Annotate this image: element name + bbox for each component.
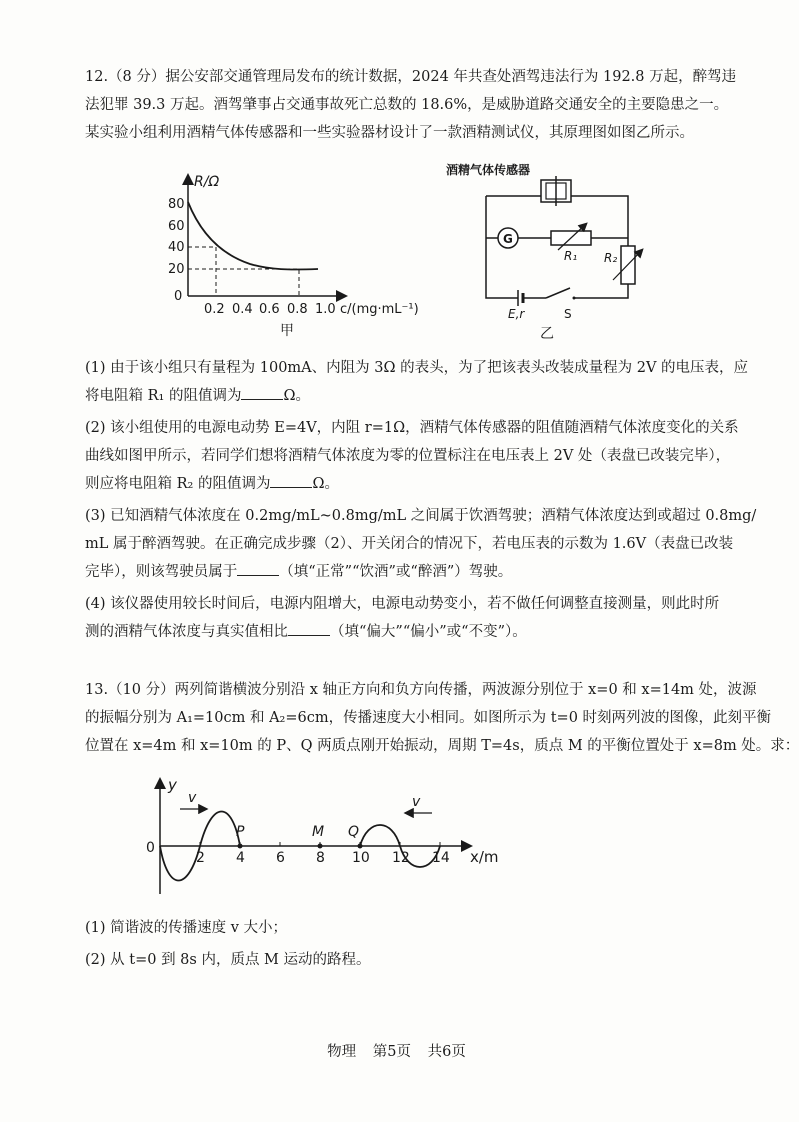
wave-origin: 0 — [146, 840, 155, 856]
q12-sub1-line: 将电阻箱 R₁ 的阻值调为 Ω。 — [85, 382, 757, 410]
x-axis-label: c/(mg·mL⁻¹) — [340, 302, 419, 317]
answer-blank-1[interactable] — [241, 385, 283, 400]
footer-subject: 物理 — [327, 1044, 357, 1060]
q13-intro — [85, 676, 799, 760]
q13-intro-line: 位置在 x=4m 和 x=10m 的 P、Q 两质点刚开始振动，周期 T=4s，质点 M 的平衡位置处于 x=8m 处。求： — [85, 738, 799, 754]
q12-sub1-line: (1) 由于该小组只有量程为 100mA、内阻为 3Ω 的表头，为了把该表头改装成量程为 2V 的电压表，应 — [85, 360, 749, 376]
switch-contact — [573, 297, 576, 300]
q12-sub4 — [85, 590, 757, 646]
wave-y-label: y — [168, 776, 177, 794]
y-tick: 80 — [168, 197, 185, 212]
page-footer — [0, 1040, 793, 1061]
wave-figure — [140, 776, 520, 898]
wire-bottom-right — [574, 284, 628, 298]
velocity-right-label: v — [412, 794, 421, 810]
switch-blade — [546, 288, 570, 298]
wave-x-tick: 6 — [276, 850, 285, 866]
source-label: E,r — [508, 307, 525, 321]
q12-sub3-line: mL 属于醉酒驾驶。在正确完成步骤（2）、开关闭合的情况下，若电压表的示数为 1.6V（表盘已改装 — [85, 536, 734, 552]
wave-x-tick: 12 — [392, 850, 410, 866]
wave-x-tick: 8 — [316, 850, 325, 866]
y-tick: 20 — [168, 262, 185, 277]
galvanometer-label: G — [503, 232, 513, 246]
y-tick: 0 — [174, 289, 183, 304]
figure-caption-jia: 甲 — [280, 323, 294, 339]
q12-sub3 — [85, 502, 757, 586]
q12-intro-line: 某实验小组利用酒精气体传感器和一些实验器材设计了一款酒精测试仪，其原理图如图乙所示。 — [85, 125, 694, 141]
velocity-left-label: v — [188, 790, 197, 806]
answer-blank-4[interactable] — [288, 621, 330, 636]
switch-label: S — [564, 307, 572, 321]
q12-sub1 — [85, 354, 757, 410]
y-axis-label: R/Ω — [194, 174, 220, 190]
q12-sub3-line: (3) 已知酒精气体浓度在 0.2mg/mL~0.8mg/mL 之间属于饮酒驾驶；酒精气体浓度达到或超过 0.8mg/ — [85, 508, 757, 524]
footer-total: 共6页 — [427, 1044, 466, 1060]
figure-caption-yi: 乙 — [540, 326, 554, 342]
y-tick: 40 — [168, 240, 185, 255]
dashed-guide-20 — [188, 269, 299, 296]
q13-subquestions — [85, 914, 757, 974]
q13-intro-line: 的振幅分别为 A₁=10cm 和 A₂=6cm，传播速度大小相同。如图所示为 t=0 时刻两列波的图像，此刻平衡 — [85, 710, 772, 726]
q13-intro-line: 13.（10 分）两列简谐横波分别沿 x 轴正方向和负方向传播，两波源分别位于 x=0 和 x=14m 处，波源 — [85, 682, 757, 698]
footer-page: 第5页 — [372, 1044, 411, 1060]
wave-x-tick: 14 — [432, 850, 450, 866]
answer-blank-3[interactable] — [237, 561, 279, 576]
q12-intro-line: 12.（8 分）据公安部交通管理局发布的统计数据，2024 年共查处酒驾违法行为 192.8 万起，醉驾违 — [85, 69, 737, 85]
r2-label: R₂ — [604, 251, 618, 265]
wave-x-tick: 2 — [196, 850, 205, 866]
q13-sub1: (1) 简谐波的传播速度 v 大小； — [85, 920, 288, 936]
dashed-guide-40 — [188, 247, 216, 296]
q12-intro-line: 法犯罪 39.3 万起。酒驾肇事占交通事故死亡总数的 18.6%，是威胁道路交通安全的主要隐患之一。 — [85, 97, 729, 113]
x-tick: 1.0 — [315, 302, 336, 317]
x-tick: 0.4 — [232, 302, 253, 317]
q12-intro — [85, 63, 757, 147]
x-tick: 0.8 — [287, 302, 308, 317]
figure-yi-circuit — [446, 158, 658, 343]
figure-jia-graph — [160, 170, 460, 340]
q12-sub4-line: 测的酒精气体浓度与真实值相比 （填“偏大”“偏小”或“不变”）。 — [85, 618, 757, 646]
sensor-symbol — [541, 176, 571, 206]
wave-x-label: x/m — [470, 848, 499, 866]
q12-sub2-line: 曲线如图甲所示，若同学们想将酒精气体浓度为零的位置标注在电压表上 2V 处（表盘已改装完毕）， — [85, 448, 731, 464]
r-c-curve — [188, 202, 318, 269]
q12-sub4-line: (4) 该仪器使用较长时间后，电源内阻增大，电源电动势变小，若不做任何调整直接测量，则此时所 — [85, 596, 720, 612]
wave-x-tick: 4 — [236, 850, 245, 866]
sensor-label: 酒精气体传感器 — [446, 163, 531, 177]
q12-sub2-line: 则应将电阻箱 R₂ 的阻值调为 Ω。 — [85, 470, 757, 498]
x-tick: 0.2 — [204, 302, 225, 317]
answer-blank-2[interactable] — [270, 473, 312, 488]
wave-x-tick: 10 — [352, 850, 370, 866]
q12-sub2 — [85, 414, 757, 498]
r1-label: R₁ — [564, 249, 578, 263]
y-tick: 60 — [168, 219, 185, 234]
point-q-label: Q — [348, 824, 360, 840]
q13-sub2: (2) 从 t=0 到 8s 内，质点 M 运动的路程。 — [85, 952, 371, 968]
q12-sub2-line: (2) 该小组使用的电源电动势 E=4V，内阻 r=1Ω，酒精气体传感器的阻值随酒精气体浓度变化的关系 — [85, 420, 739, 436]
point-m-label: M — [312, 824, 325, 840]
q12-sub3-line: 完毕），则该驾驶员属于 （填“正常”“饮酒”或“醉酒”）驾驶。 — [85, 558, 757, 586]
point-p-label: P — [236, 824, 245, 840]
x-tick: 0.6 — [259, 302, 280, 317]
